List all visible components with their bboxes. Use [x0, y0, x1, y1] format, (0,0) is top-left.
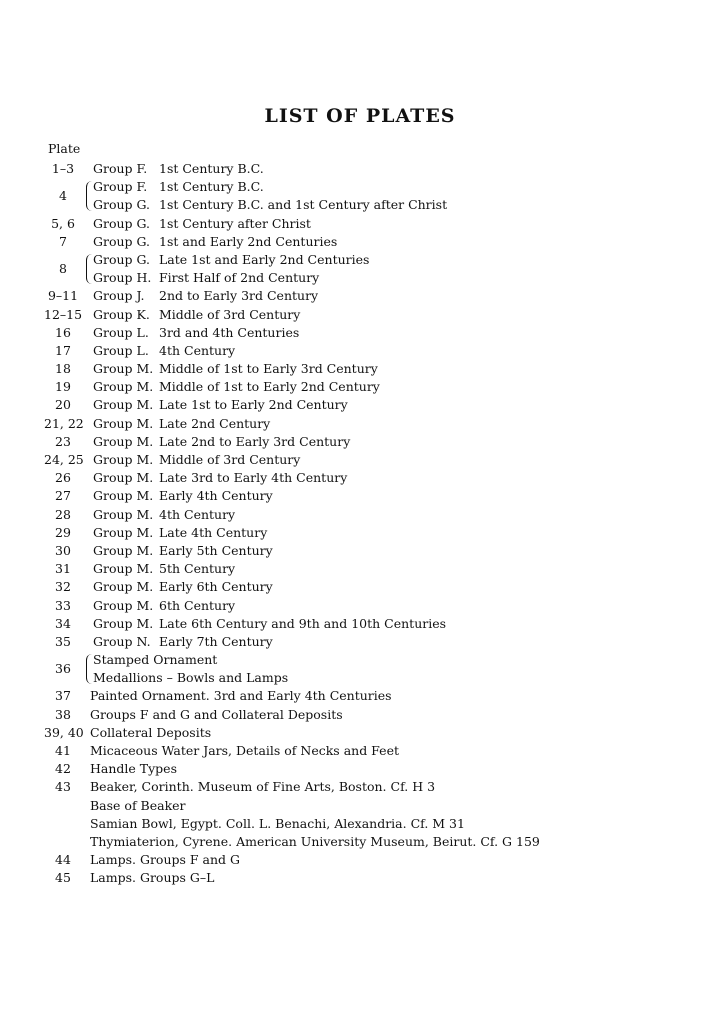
- list-item: [0, 287, 714, 305]
- plate-number: 19: [55, 379, 71, 395]
- list-item: [0, 869, 714, 887]
- plate-description: 3rd and 4th Centuries: [159, 324, 300, 340]
- list-item: [0, 451, 714, 469]
- plate-number: 31: [55, 561, 71, 577]
- plate-group: Group M.: [93, 542, 154, 558]
- plate-description: 4th Century: [159, 506, 236, 522]
- plate-description: Early 5th Century: [159, 542, 273, 558]
- list-item: [0, 378, 714, 396]
- plate-description: Middle of 3rd Century: [159, 452, 301, 468]
- list-item: [0, 778, 714, 851]
- list-item: [0, 851, 714, 869]
- plate-description: Samian Bowl, Egypt. Coll. L. Benachi, Alexandria. Cf. M 31: [90, 815, 465, 831]
- list-item: [0, 324, 714, 342]
- plate-group: Group M.: [93, 579, 154, 595]
- plate-number: 12–15: [44, 306, 83, 322]
- plate-group: Group M.: [93, 415, 154, 431]
- plate-number: 33: [55, 597, 71, 613]
- list-item: [0, 560, 714, 578]
- plate-description: Early 4th Century: [159, 488, 273, 504]
- plate-number: 34: [55, 615, 71, 631]
- plates-list: [0, 160, 714, 888]
- plate-group: Group M.: [93, 597, 154, 613]
- plate-description: Groups F and G and Collateral Deposits: [90, 706, 343, 722]
- list-item: [0, 524, 714, 542]
- plate-description: Lamps. Groups F and G: [90, 852, 241, 868]
- plate-number: 17: [55, 342, 71, 358]
- list-item: [0, 724, 714, 742]
- plate-group: Group M.: [93, 506, 154, 522]
- plate-description: Painted Ornament. 3rd and Early 4th Centuries: [90, 688, 392, 704]
- plate-description: Thymiaterion, Cyrene. American University Museum, Beirut. Cf. G 159: [90, 833, 540, 849]
- list-item: [0, 542, 714, 560]
- list-item: [0, 506, 714, 524]
- list-item: [0, 633, 714, 651]
- plate-number: 4: [59, 188, 67, 204]
- plate-number: 39, 40: [44, 724, 84, 740]
- plate-number: 21, 22: [44, 415, 84, 431]
- plate-group: Group M.: [93, 615, 154, 631]
- plate-description: Stamped Ornament: [93, 652, 218, 668]
- plate-description: Late 6th Century and 9th and 10th Centuries: [159, 615, 447, 631]
- list-item: [0, 706, 714, 724]
- plate-description: Beaker, Corinth. Museum of Fine Arts, Boston. Cf. H 3: [90, 779, 436, 795]
- plate-number: 43: [55, 779, 71, 795]
- list-item: [0, 396, 714, 414]
- plate-group: Group M.: [93, 361, 154, 377]
- plate-group: Group M.: [93, 488, 154, 504]
- plate-description: Medallions – Bowls and Lamps: [93, 670, 289, 686]
- plate-description: 1st Century B.C.: [159, 161, 264, 176]
- brace-icon: [86, 254, 93, 284]
- plate-description: Lamps. Groups G–L: [90, 870, 215, 886]
- plate-group: Group M.: [93, 561, 154, 577]
- plate-number: 7: [59, 233, 67, 249]
- list-item: [0, 433, 714, 451]
- plate-description: Base of Beaker: [90, 797, 186, 813]
- plate-group: Group G.: [93, 251, 151, 267]
- plate-description: Late 1st to Early 2nd Century: [159, 397, 348, 413]
- brace-icon: [86, 654, 93, 684]
- plate-number: 20: [55, 397, 71, 413]
- list-item: [0, 687, 714, 705]
- plate-description: Handle Types: [90, 761, 177, 777]
- plate-group: Group L.: [93, 324, 149, 340]
- plate-number: 24, 25: [44, 452, 84, 468]
- page-title: LIST OF PLATES: [264, 105, 456, 127]
- plate-description: 1st Century B.C.: [159, 179, 264, 195]
- plate-number: 23: [55, 433, 71, 449]
- plate-group: Group F.: [93, 179, 148, 195]
- list-item: [0, 487, 714, 505]
- plate-number: 45: [55, 870, 71, 886]
- plate-group: Group M.: [93, 433, 154, 449]
- plate-number: 35: [55, 633, 71, 649]
- plate-group: Group M.: [93, 379, 154, 395]
- plate-number: 28: [55, 506, 71, 522]
- plate-description: 1st and Early 2nd Centuries: [159, 233, 338, 249]
- list-item: [0, 578, 714, 596]
- plate-number: 44: [55, 852, 71, 868]
- plate-group: Group K.: [93, 306, 150, 322]
- plate-group: Group G.: [93, 233, 151, 249]
- plate-number: 9–11: [47, 288, 79, 304]
- plate-number: 29: [55, 524, 71, 540]
- plate-number: 41: [55, 743, 71, 759]
- plate-number: 36: [55, 661, 71, 677]
- plate-number: 5, 6: [51, 215, 75, 231]
- plate-group: Group F.: [93, 161, 148, 176]
- plate-description: 1st Century after Christ: [159, 215, 311, 231]
- plate-description: Middle of 1st to Early 3rd Century: [159, 361, 378, 377]
- plate-description: Late 2nd to Early 3rd Century: [159, 433, 351, 449]
- plate-description: Middle of 3rd Century: [159, 306, 301, 322]
- plate-group: Group M.: [93, 470, 154, 486]
- list-item: [0, 233, 714, 251]
- plate-description: Early 6th Century: [159, 579, 273, 595]
- list-item: [0, 160, 714, 178]
- plate-description: Middle of 1st to Early 2nd Century: [159, 379, 380, 395]
- plate-number: 37: [55, 688, 71, 704]
- plate-group: Group G.: [93, 215, 151, 231]
- plate-description: Late 1st and Early 2nd Centuries: [159, 251, 370, 267]
- plate-number: 18: [55, 361, 71, 377]
- plate-description: 1st Century B.C. and 1st Century after Christ: [159, 197, 448, 213]
- plate-column-header: Plate: [48, 141, 81, 156]
- list-item: [0, 651, 714, 687]
- plate-group: Group N.: [93, 633, 151, 649]
- plate-description: Early 7th Century: [159, 633, 273, 649]
- plate-group: Group H.: [93, 270, 152, 286]
- brace-icon: [86, 181, 93, 211]
- plate-description: Late 4th Century: [159, 524, 268, 540]
- list-item: [0, 215, 714, 233]
- plate-group: Group M.: [93, 524, 154, 540]
- plate-number: 32: [55, 579, 71, 595]
- plate-description: Micaceous Water Jars, Details of Necks and Feet: [90, 743, 399, 759]
- plate-description: 4th Century: [159, 342, 236, 358]
- plate-description: First Half of 2nd Century: [159, 270, 320, 286]
- list-item: [0, 178, 714, 214]
- list-item: [0, 742, 714, 760]
- list-item: [0, 360, 714, 378]
- plate-number: 26: [55, 470, 71, 486]
- list-item: [0, 597, 714, 615]
- list-item: [0, 251, 714, 287]
- plate-group: Group G.: [93, 197, 151, 213]
- plate-description: Late 3rd to Early 4th Century: [159, 470, 348, 486]
- plate-number: 8: [59, 260, 67, 276]
- plate-group: Group L.: [93, 342, 149, 358]
- plate-description: 2nd to Early 3rd Century: [159, 288, 319, 304]
- plate-description: 5th Century: [159, 561, 236, 577]
- plate-number: 16: [55, 324, 71, 340]
- list-item: [0, 415, 714, 433]
- plate-number: 1–3: [51, 161, 75, 176]
- list-item: [0, 342, 714, 360]
- list-item: [0, 469, 714, 487]
- plate-group: Group J.: [93, 288, 145, 304]
- plate-description: Collateral Deposits: [90, 724, 212, 740]
- plate-number: 27: [55, 488, 71, 504]
- list-item: [0, 760, 714, 778]
- plate-description: Late 2nd Century: [159, 415, 271, 431]
- plate-number: 42: [55, 761, 71, 777]
- plate-group: Group M.: [93, 397, 154, 413]
- list-item: [0, 615, 714, 633]
- plate-number: 30: [55, 542, 71, 558]
- plate-description: 6th Century: [159, 597, 236, 613]
- plate-number: 38: [55, 706, 71, 722]
- list-item: [0, 306, 714, 324]
- plate-group: Group M.: [93, 452, 154, 468]
